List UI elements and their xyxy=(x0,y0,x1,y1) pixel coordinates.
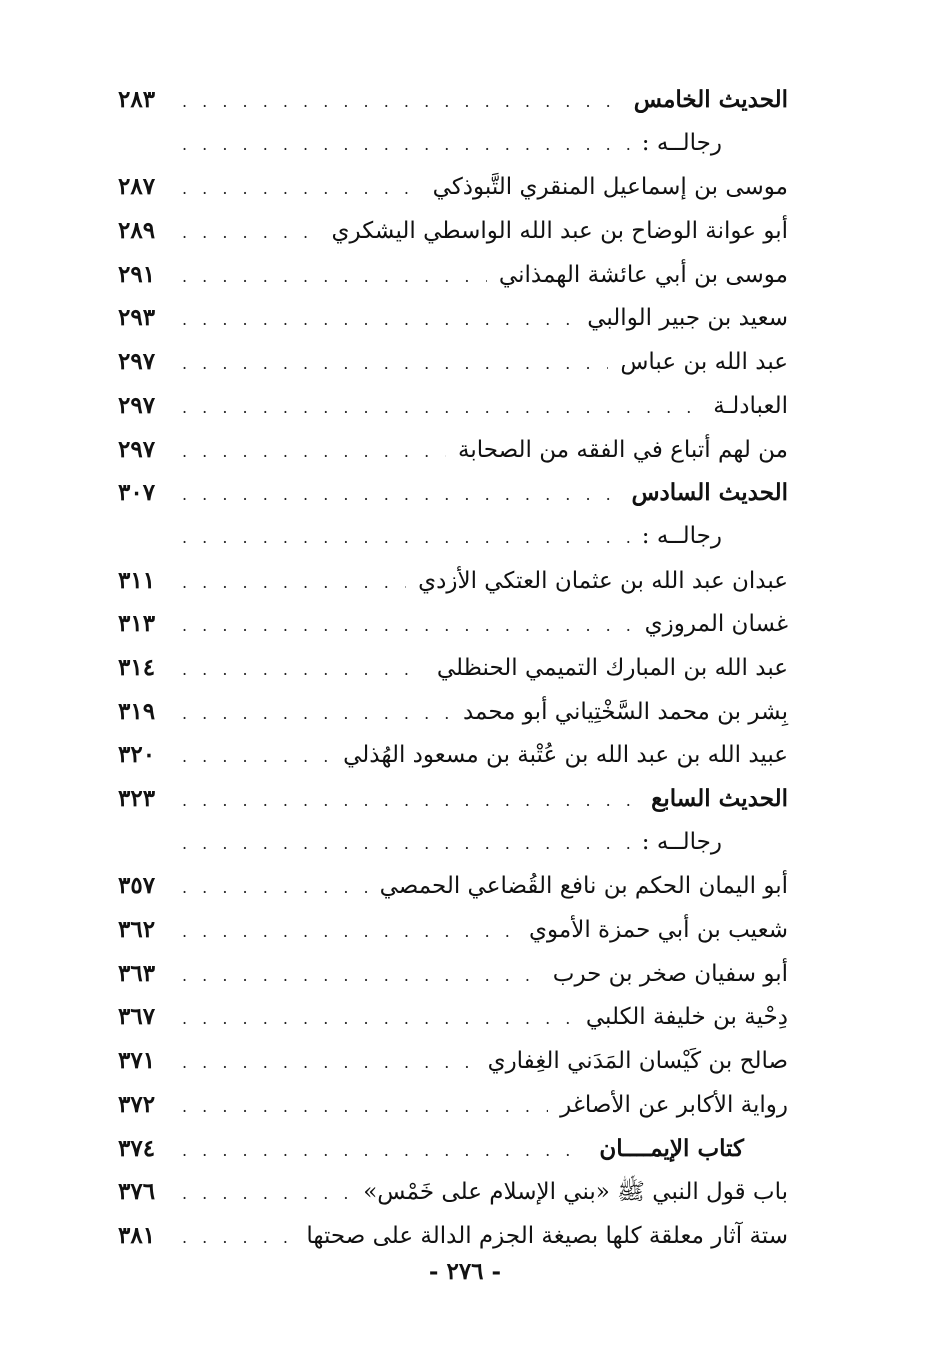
page-number-footer: - ٢٧٦ - xyxy=(428,1258,502,1285)
toc-entry-title: عبد الله بن المبارك التميمي الحنظلي xyxy=(436,654,788,681)
dot-leader xyxy=(170,866,368,910)
toc-entry-title: شعيب بن أبي حمزة الأموي xyxy=(529,917,788,944)
toc-page-number: ٣٧٤ xyxy=(118,1134,156,1162)
toc-page-number: ٣٢٠ xyxy=(118,741,156,769)
toc-page-number: ٣٦٣ xyxy=(118,959,156,987)
toc-entry-title: بِشر بن محمد السَّخْتِياني أبو محمد xyxy=(462,698,788,725)
dot-leader xyxy=(170,822,630,866)
dot-leader xyxy=(170,167,421,211)
toc-entry xyxy=(118,821,788,865)
toc-entry-title: العبادلـة xyxy=(713,392,788,419)
toc-entry xyxy=(118,1039,788,1083)
toc-entry xyxy=(118,209,788,253)
toc-entry xyxy=(118,864,788,908)
dot-leader xyxy=(170,779,639,823)
toc-page-number: ٣٠٧ xyxy=(118,479,156,507)
dot-leader xyxy=(170,1085,548,1129)
toc-page-number: ٣٦٧ xyxy=(118,1003,156,1031)
dot-leader xyxy=(170,255,487,299)
toc-entry-title: موسى بن أبي عائشة الهمذاني xyxy=(498,261,788,288)
toc-entry-title: عبد الله بن عباس xyxy=(620,349,788,376)
dot-leader xyxy=(170,298,575,342)
toc-list xyxy=(118,78,788,1258)
toc-entry xyxy=(118,777,788,821)
toc-entry xyxy=(118,1214,788,1258)
toc-page-number: ٣١١ xyxy=(118,566,156,594)
toc-entry-title: أبو عوانة الوضاح بن عبد الله الواسطي اليشكري xyxy=(331,218,788,245)
toc-page-number: ٢٩١ xyxy=(118,260,156,288)
toc-subheading: رجالــه : xyxy=(641,129,722,156)
toc-entry xyxy=(118,1083,788,1127)
toc-entry-title: من لهم أتباع في الفقه من الصحابة xyxy=(458,436,788,463)
toc-entry xyxy=(118,908,788,952)
dot-leader xyxy=(170,211,320,255)
toc-entry-title: سعيد بن جبير الوالبي xyxy=(587,305,788,332)
dot-leader xyxy=(170,648,425,692)
toc-page-number: ٣٧١ xyxy=(118,1047,156,1075)
toc-page-number: ٣١٣ xyxy=(118,610,156,638)
toc-entry-title: دِحْية بن خليفة الكلبي xyxy=(585,1004,788,1031)
toc-entry-title: عبدان عبد الله بن عثمان العتكي الأزدي xyxy=(418,567,788,594)
toc-page-number: ٣٢٣ xyxy=(118,785,156,812)
toc-entry xyxy=(118,165,788,209)
dot-leader xyxy=(170,954,541,998)
dot-leader xyxy=(170,1041,476,1085)
toc-entry xyxy=(118,515,788,559)
dot-leader xyxy=(170,604,633,648)
toc-entry-title: رواية الأكابر عن الأصاغر xyxy=(560,1091,788,1118)
toc-entry xyxy=(118,471,788,515)
toc-entry-title: عبيد الله بن عبد الله بن عُتْبة بن مسعود الهُذلي xyxy=(343,742,788,769)
toc-entry xyxy=(118,733,788,777)
toc-entry xyxy=(118,340,788,384)
dot-leader xyxy=(170,997,574,1041)
toc-page-number: ٣٦٢ xyxy=(118,916,156,944)
toc-entry xyxy=(118,995,788,1039)
toc-entry xyxy=(118,559,788,603)
toc-entry xyxy=(118,1127,788,1171)
table-of-contents-page xyxy=(118,78,788,1308)
dot-leader xyxy=(170,735,331,779)
toc-page-number: ٢٨٩ xyxy=(118,217,156,245)
dot-leader xyxy=(170,561,406,605)
toc-entry xyxy=(118,1170,788,1214)
toc-entry xyxy=(118,384,788,428)
toc-subheading: رجالــه : xyxy=(641,828,722,855)
dot-leader xyxy=(170,386,701,430)
dot-leader xyxy=(170,1216,294,1260)
toc-entry xyxy=(118,646,788,690)
toc-entry-title: صالح بن كَيْسان المَدَني الغِفاري xyxy=(487,1048,788,1075)
toc-entry xyxy=(118,952,788,996)
dot-leader xyxy=(170,430,446,474)
dot-leader xyxy=(170,123,630,167)
dot-leader xyxy=(170,473,619,517)
toc-page-number: ٢٨٧ xyxy=(118,173,156,201)
toc-entry-title: أبو اليمان الحكم بن نافع القُضاعي الحمصي xyxy=(379,873,788,900)
toc-entry xyxy=(118,428,788,472)
toc-entry xyxy=(118,602,788,646)
dot-leader xyxy=(170,342,608,386)
toc-page-number: ٣٥٧ xyxy=(118,872,156,900)
dot-leader xyxy=(170,516,630,560)
toc-page-number: ٣٧٦ xyxy=(118,1178,156,1206)
toc-entry-title: أبو سفيان صخر بن حرب xyxy=(552,960,788,987)
dot-leader xyxy=(170,692,451,736)
dot-leader xyxy=(170,910,517,954)
toc-section-heading: الحديث الخامس xyxy=(633,86,788,113)
dot-leader xyxy=(170,80,622,124)
toc-entry-title: موسى بن إسماعيل المنقري التَّبوذكي xyxy=(432,174,788,201)
dot-leader xyxy=(170,1129,587,1173)
toc-entry xyxy=(118,122,788,166)
toc-page-number: ٢٩٣ xyxy=(118,304,156,332)
toc-page-number: ٣٨١ xyxy=(118,1221,156,1249)
toc-page-number: ٢٨٣ xyxy=(118,86,156,113)
toc-section-heading: الحديث السابع xyxy=(651,785,788,812)
toc-page-number: ٣٧٢ xyxy=(118,1090,156,1118)
toc-entry-title: باب قول النبي ﷺ «بني الإسلام على خَمْس» xyxy=(363,1179,788,1206)
toc-page-number: ٢٩٧ xyxy=(118,348,156,376)
toc-entry xyxy=(118,690,788,734)
toc-subheading: رجالــه : xyxy=(641,522,722,549)
toc-page-number: ٣١٤ xyxy=(118,653,156,681)
toc-entry-title: ستة آثار معلقة كلها بصيغة الجزم الدالة على صحتها xyxy=(306,1222,788,1249)
toc-entry xyxy=(118,78,788,122)
toc-entry xyxy=(118,296,788,340)
toc-page-number: ٢٩٧ xyxy=(118,391,156,419)
toc-section-heading: كتاب الإيمــــان xyxy=(599,1134,744,1162)
toc-entry-title: غسان المروزي xyxy=(644,611,788,638)
toc-page-number: ٢٩٧ xyxy=(118,435,156,463)
toc-section-heading: الحديث السادس xyxy=(631,479,788,507)
dot-leader xyxy=(170,1172,351,1216)
toc-entry xyxy=(118,253,788,297)
toc-page-number: ٣١٩ xyxy=(118,697,156,725)
